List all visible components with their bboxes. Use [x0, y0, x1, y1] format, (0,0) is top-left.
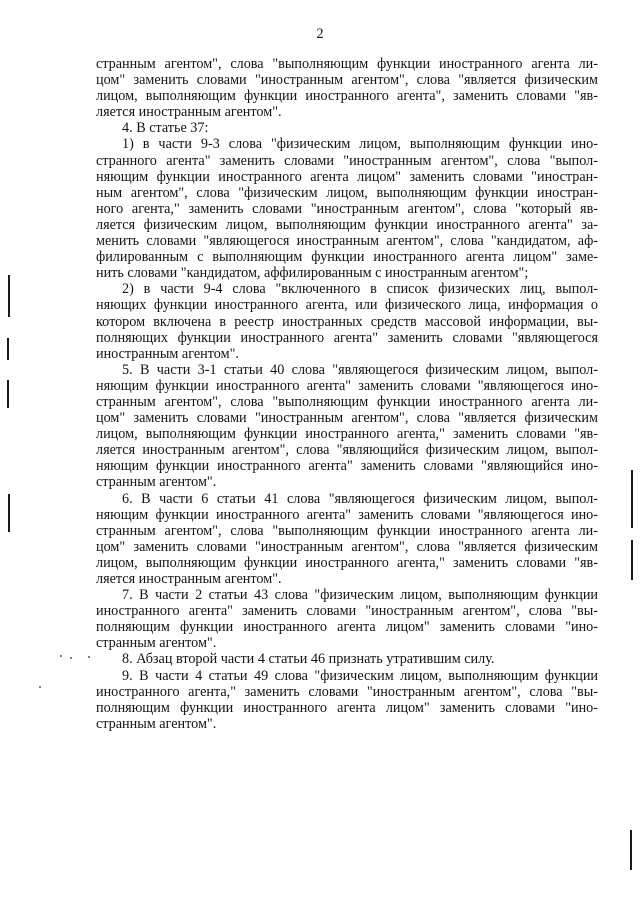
text-line: странным агентом".	[96, 635, 217, 652]
text-line: иностранным агентом".	[96, 345, 239, 362]
text-line: няющим функции иностранного агента" заменить словами "являющегося ино-	[96, 506, 598, 523]
text-line: ляется иностранным агентом".	[96, 104, 282, 121]
text-line: 1) в части 9-3 слова "физическим лицом, выполняющим функции ино-	[122, 136, 598, 153]
text-line: менить словами "являющегося иностранным агентом", слова "кандидатом, аф-	[96, 233, 598, 250]
text-line: странным агентом".	[96, 715, 217, 732]
text-line: филированным с выполняющим функции иностранного агента лицом" заме-	[96, 249, 598, 266]
text-line: 6. В части 6 статьи 41 слова "являющегося физическим лицом, выпол-	[122, 490, 598, 507]
text-line: ляется иностранным агентом".	[96, 571, 282, 587]
text-line: лицом, выполняющим функции иностранного агента", заменить словами "яв-	[96, 88, 598, 105]
document-body	[96, 56, 598, 732]
text-line: 2) в части 9-4 слова "включенного в список физических лиц, выпол-	[122, 281, 598, 298]
text-line: 4. В статье 37:	[122, 120, 209, 137]
text-line: странным агентом", слова "выполняющим функции иностранного агента ли-	[96, 393, 598, 410]
text-line: странным агентом", слова "выполняющим функции иностранного агента ли-	[96, 56, 598, 72]
text-line: лицом, выполняющим функции иностранного агента," заменить словами "яв-	[96, 554, 598, 571]
scan-speck	[39, 686, 41, 688]
text-line: 5. В части 3-1 статьи 40 слова "являющегося физическим лицом, выпол-	[122, 361, 598, 378]
scan-margin-bar	[631, 470, 633, 528]
text-line: полняющих функции иностранного агента" заменить словами "являющегося	[96, 329, 598, 346]
text-line: ляется иностранным агентом", слова "являющийся физическим лицом, выпол-	[96, 442, 598, 459]
text-line: ного агента," заменить словами "иностранным агентом", слова "который яв-	[96, 200, 598, 217]
text-line: странного агента" заменить словами "иностранным агентом", слова "выпол-	[96, 152, 598, 169]
scan-margin-bar	[631, 540, 633, 580]
text-line: няющим функции иностранного агента" заменить словами "являющегося ино-	[96, 377, 598, 394]
text-line: 9. В части 4 статьи 49 слова "физическим лицом, выполняющим функции	[122, 667, 598, 684]
scan-margin-bar	[630, 830, 632, 870]
text-line: котором включена в реестр иностранных средств массовой информации, вы-	[96, 313, 598, 330]
text-line: полняющим функции иностранного агента лицом" заменить словами "ино-	[96, 619, 598, 636]
text-line: няющим функции иностранного агента лицом" заменить словами "иностран-	[96, 168, 598, 185]
text-line: странным агентом".	[96, 474, 217, 491]
text-line: няющим функции иностранного агента" заменить словами "являющийся ино-	[96, 458, 598, 475]
text-line: цом" заменить словами "иностранным агентом", слова "является физическим	[96, 72, 598, 89]
scan-speck	[88, 656, 90, 658]
scan-speck	[60, 655, 62, 657]
text-line: няющих функции иностранного агента, или физического лица, информация о	[96, 297, 598, 314]
scan-margin-bar	[8, 494, 10, 532]
scan-margin-bar	[7, 380, 9, 408]
text-line: лицом, выполняющим функции иностранного агента," заменить словами "яв-	[96, 426, 598, 443]
text-line: иностранного агента," заменить словами "иностранным агентом", слова "вы-	[96, 683, 598, 700]
text-line: ным агентом", слова "физическим лицом, выполняющим функции иностран-	[96, 184, 598, 201]
page-number: 2	[316, 26, 324, 42]
text-line: 7. В части 2 статьи 43 слова "физическим лицом, выполняющим функции	[122, 587, 598, 604]
text-line: цом" заменить словами "иностранным агентом", слова "является физическим	[96, 538, 598, 555]
text-line: иностранного агента" заменить словами "иностранным агентом", слова "вы-	[96, 603, 598, 620]
scan-margin-bar	[7, 338, 9, 360]
text-line: нить словами "кандидатом, аффилированным с иностранным агентом";	[96, 265, 529, 282]
scan-speck	[70, 657, 72, 659]
text-line: полняющим функции иностранного агента лицом" заменить словами "ино-	[96, 699, 598, 716]
text-line: ляется физическим лицом, выполняющим функции иностранного агента" за-	[96, 216, 598, 233]
text-line: 8. Абзац второй части 4 статьи 46 признать утратившим силу.	[122, 651, 495, 668]
scan-margin-bar	[8, 275, 10, 317]
text-line: странным агентом", слова "выполняющим функции иностранного агента ли-	[96, 522, 598, 539]
text-line: цом" заменить словами "иностранным агентом", слова "является физическим	[96, 410, 598, 427]
